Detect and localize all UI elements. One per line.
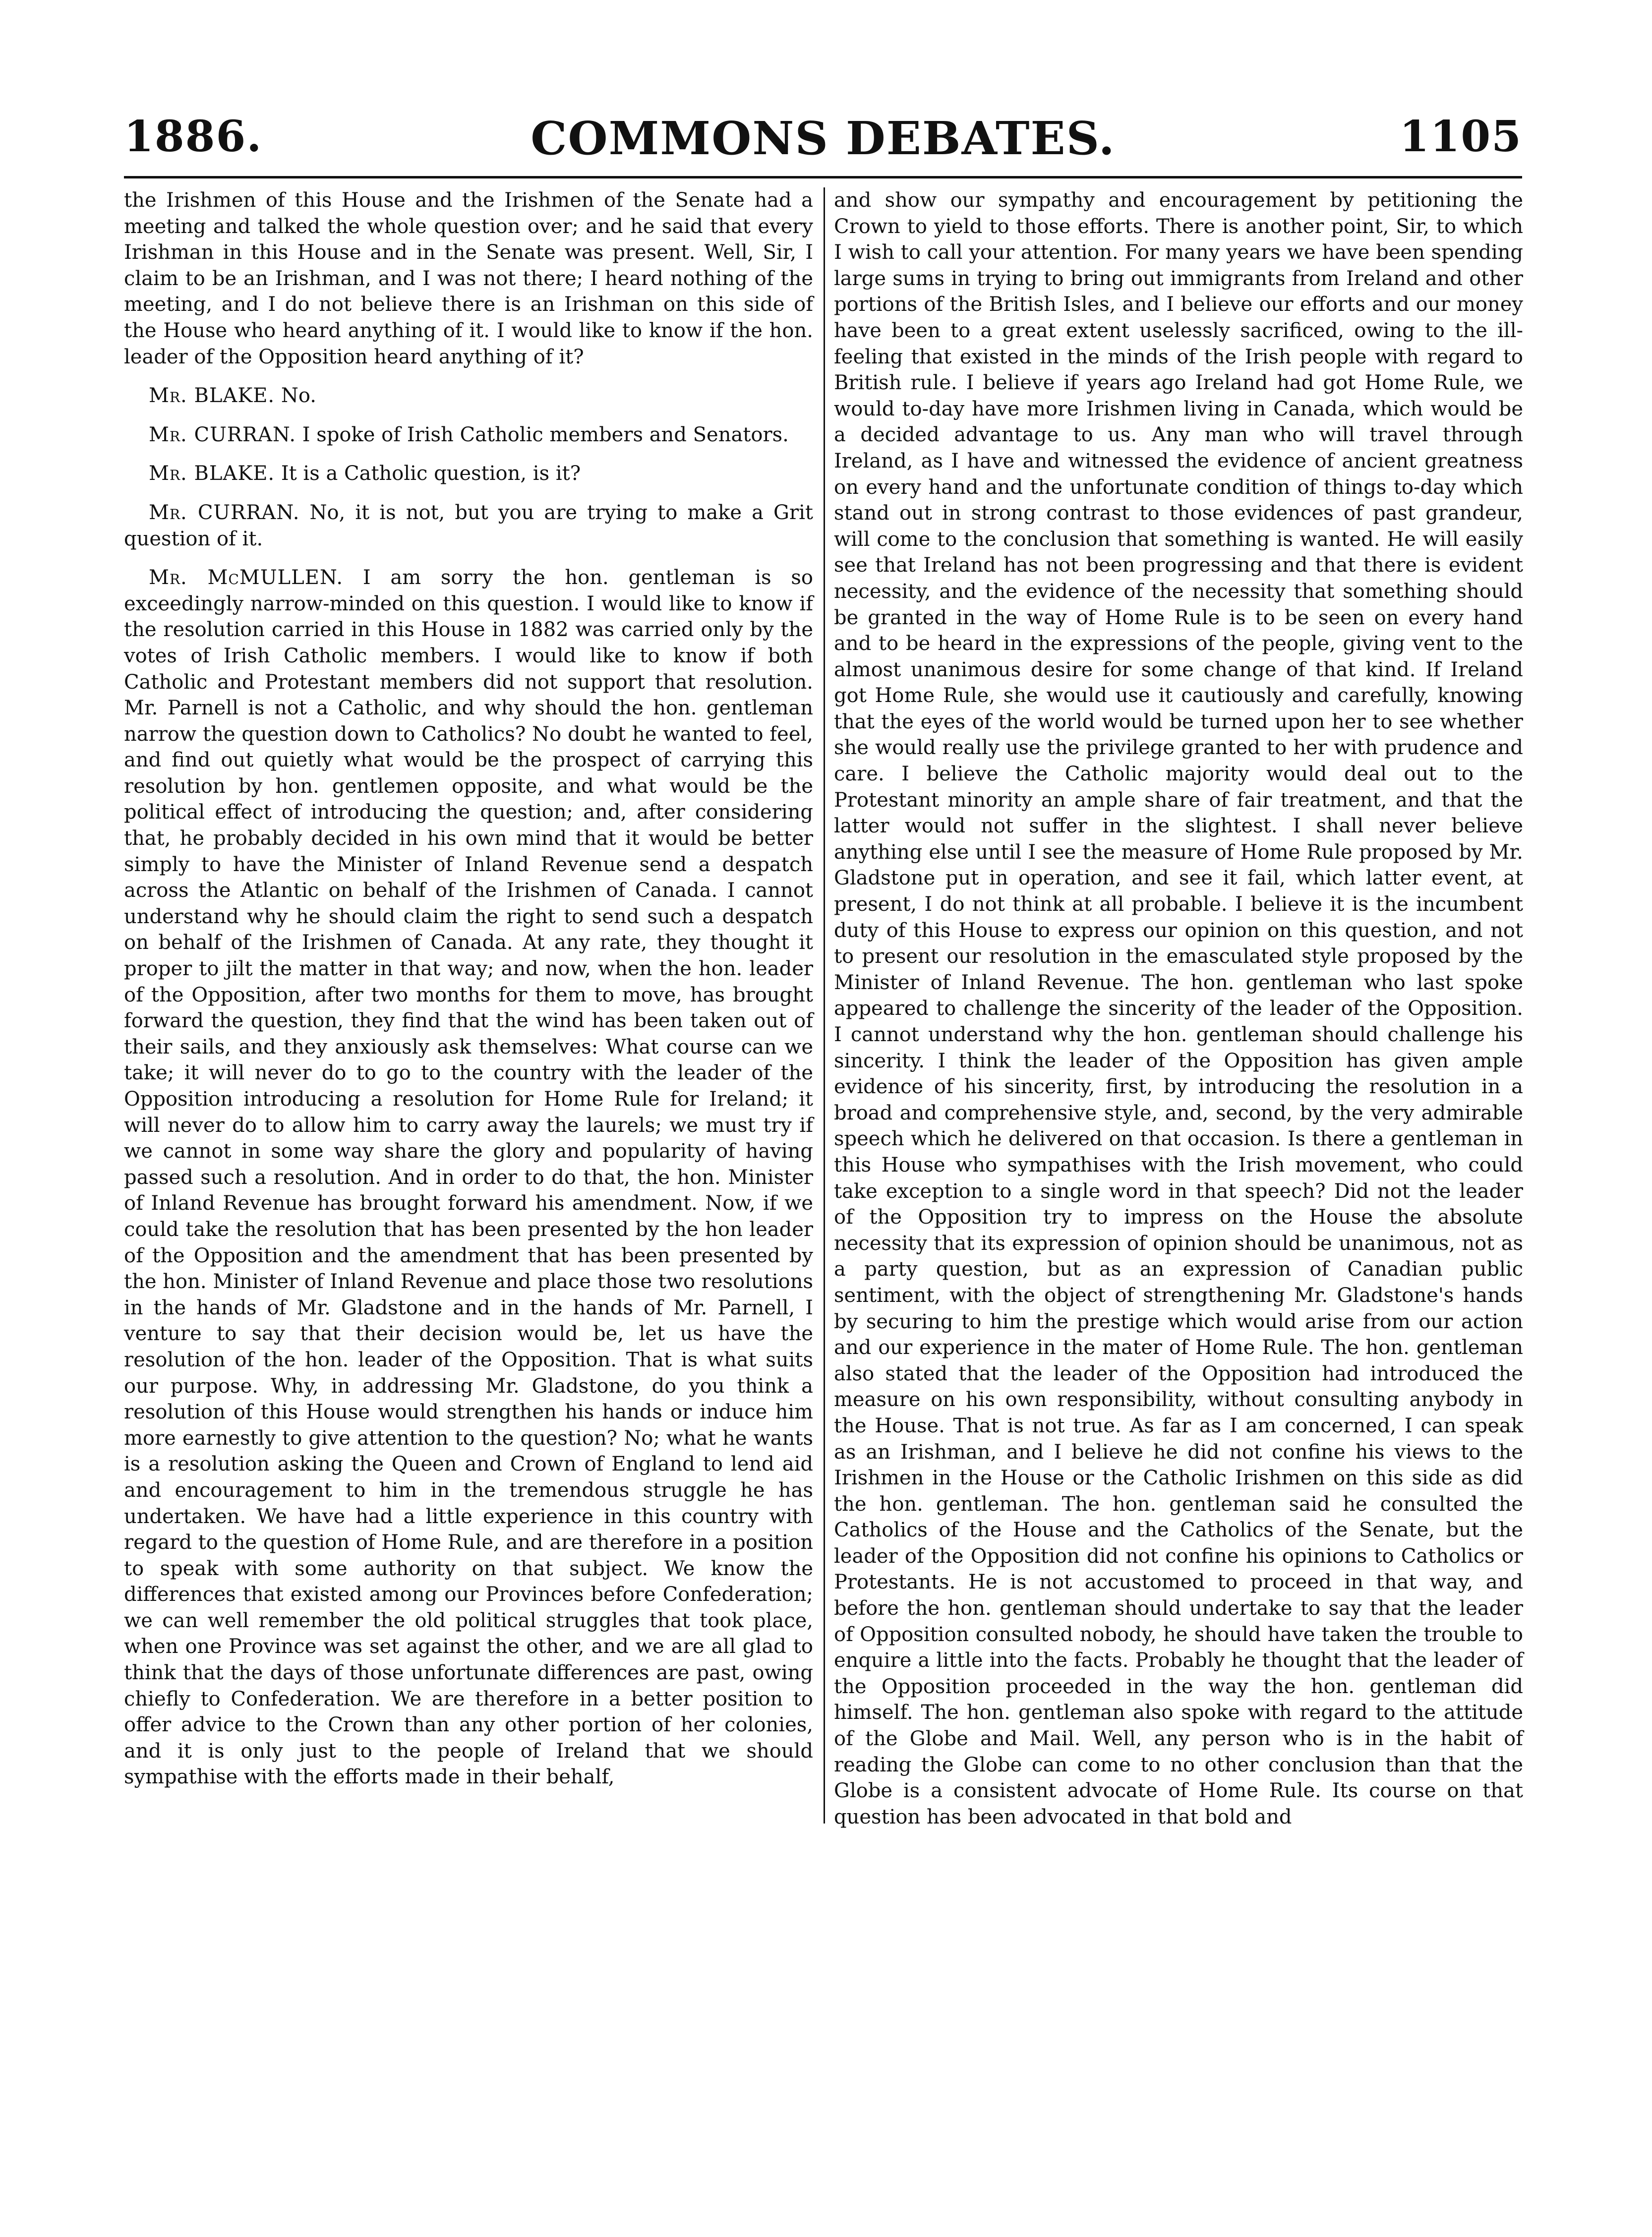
speaker-name: Mr. BLAKE.: [149, 384, 275, 408]
speech-text: No.: [281, 384, 316, 408]
speaker-name: Mr. CURRAN.: [149, 501, 300, 524]
speech-paragraph: [124, 422, 813, 448]
header-title: COMMONS DEBATES.: [531, 112, 1116, 165]
paragraph-continued: [834, 187, 1523, 1830]
speech-text: I am sorry the hon. gentleman is so exceedingly narrow-minded on this question. I would like to know if the resolution carried in this House in 1882 was carried only by the votes of Irish Catholic members. I would like to know if both Catholic and Protestant members did not support that resolution. Mr. Parnell is not a Catholic, and why should the hon. gentleman narrow the question down to Catholics? No doubt he wanted to feel, and find out quietly what would be the prospect of carrying this resolution by hon. gentlemen opposite, and what would be the political effect of introducing the question; and, after considering that, he probably decided in his own mind that it would be better simply to have the Minister of Inland Revenue send a despatch across the Atlantic on behalf of the Irishmen of Canada. I cannot understand why he should claim the right to send such a despatch on behalf of the Irishmen of Canada. At any rate, they thought it proper to jilt the matter in that way; and now, when the hon. leader of the Opposition, after two months for them to move, has brought forward the question, they find that the wind has been taken out of their sails, and they anxiously ask themselves: What course can we take; it will never do to go to the country with the leader of the Opposition introducing a resolution for Home Rule for Ireland; it will never do to allow him to carry away the laurels; we must try if we cannot in some way share the glory and popularity of having passed such a resolution. And in order to do that, the hon. Minister of Inland Revenue has brought forward his amendment. Now, if we could take the resolution that has been presented by the hon leader of the Opposition and the amendment that has been presented by the hon. Minister of Inland Revenue and place those two resolutions in the hands of Mr. Gladstone and in the hands of Mr. Parnell, I venture to say that their decision would be, let us have the resolution of the hon. leader of the Opposition. That is what suits our purpose. Why, in addressing Mr. Gladstone, do you think a resolution of this House would strengthen his hands or induce him more earnestly to give attention to the question? No; what he wants is a resolution asking the Queen and Crown of England to lend aid and encouragement to him in the tremendous struggle he has undertaken. We have had a little experience in this country with regard to the question of Home Rule, and are therefore in a position to speak with some authority on that subject. We know the differences that existed among our Provinces before Confederation; we can well remember the old political struggles that took place, when one Province was set against the other, and we are all glad to think that the days of those unfortunate differences are past, owing chiefly to Confederation. We are therefore in a better position to offer advice to the Crown than any other portion of her colonies, and it is only just to the people of Ireland that we should sympathise with the efforts made in their behalf,: [124, 566, 814, 1789]
column-separator: [824, 187, 825, 1824]
speaker-name: Mr. CURRAN.: [149, 423, 296, 446]
paragraph-text: the Irishmen of this House and the Irishmen of the Senate had a meeting and talked the whole question over; and he said that every Irishman in this House and in the Senate was present. Well, Sir, I claim to be an Irishman, and I was not there; I heard nothing of the meeting, and I do not believe there is an Irishman on this side of the House who heard anything of it. I would like to know if the hon. leader of the Opposition heard anything of it?: [124, 189, 813, 368]
page-header: [124, 112, 1522, 176]
speaker-name: Mr. BLAKE.: [149, 462, 275, 485]
speech-paragraph: [124, 500, 813, 552]
header-page-number: 1105: [1399, 112, 1522, 162]
paragraph-continued: [124, 187, 813, 370]
right-column: [834, 187, 1523, 1830]
speaker-name: Mr. McMULLEN.: [149, 566, 344, 589]
header-year: 1886.: [124, 112, 263, 162]
speech-text: It is a Catholic question, is it?: [281, 462, 581, 485]
speech-paragraph: [124, 565, 813, 1790]
speech-paragraph: [124, 383, 813, 409]
speech-text: I spoke of Irish Catholic members and Senators.: [302, 423, 789, 446]
left-column: [124, 187, 813, 1790]
paragraph-text: and show our sympathy and encouragement by petitioning the Crown to yield to those efforts. There is another point, Sir, to which I wish to call your attention. For many years we have been spending large sums in trying to bring out immigrants from Ireland and other portions of the British Isles, and I believe our efforts and our money have been to a great extent uselessly sacrificed, owing to the ill-feeling that existed in the minds of the Irish people with regard to British rule. I believe if years ago Ireland had got Home Rule, we would to-day have more Irishmen living in Canada, which would be a decided advantage to us. Any man who will travel through Ireland, as I have and witnessed the evidence of ancient greatness on every hand and the unfortunate condition of things to-day which stand out in strong contrast to those evidences of past grandeur, will come to the conclusion that something is wanted. He will easily see that Ireland has not been progressing and that there is evident necessity, and the evidence of the necessity that something should be granted in the way of Home Rule is to be seen on every hand and to be heard in the expressions of the people, giving vent to the almost unanimous desire for some change of that kind. If Ireland got Home Rule, she would use it cautiously and carefully, knowing that the eyes of the world would be turned upon her to see whether she would really use the privilege granted to her with prudence and care. I believe the Catholic majority would deal out to the Protestant minority an ample share of fair treatment, and that the latter would not suffer in the slightest. I shall never believe anything else until I see the measure of Home Rule proposed by Mr. Gladstone put in operation, and see it fail, which latter event, at present, I do not think at all probable. I believe it is the incumbent duty of this House to express our opinion on this question, and not to present our resolution in the emasculated style proposed by the Minister of Inland Revenue. The hon. gentleman who last spoke appeared to challenge the sincerity of the leader of the Opposition. I cannot understand why the hon. gentleman should challenge his sincerity. I think the leader of the Opposition has given ample evidence of his sincerity, first, by introducing the resolution in a broad and comprehensive style, and, second, by the very admirable speech which he delivered on that occasion. Is there a gentleman in this House who sympathises with the Irish movement, who could take exception to a single word in that speech? Did not the leader of the Opposition try to impress on the House the absolute necessity that its expression of opinion should be unanimous, not as a party question, but as an expression of Canadian public sentiment, with the object of strengthening Mr. Gladstone's hands by securing to him the prestige which would arise from our action and our experience in the mater of Home Rule. The hon. gentleman also stated that the leader of the Opposition had introduced the measure on his own responsibility, without consulting anybody in the House. That is not true. As far as I am concerned, I can speak as an Irishman, and I believe he did not confine his views to the Irishmen in the House or the Catholic Irishmen on this side as did the hon. gentleman. The hon. gentleman said he consulted the Catholics of the House and the Catholics of the Senate, but the leader of the Opposition did not confine his opinions to Catholics or Protestants. He is not accustomed to proceed in that way, and before the hon. gentleman should undertake to say that the leader of Opposition consulted nobody, he should have taken the trouble to enquire a little into the facts. Probably he thought that the leader of the Opposition proceeded in the way the hon. gentleman did himself. The hon. gentleman also spoke with regard to the attitude of the Globe and Mail. Well, any person who is in the habit of reading the Globe can come to no other conclusion than that the Globe is a consistent advocate of Home Rule. Its course on that question has been advocated in that bold and: [834, 189, 1523, 1828]
header-rule: [124, 176, 1522, 178]
speech-paragraph: [124, 461, 813, 487]
speech-text: No, it is not, but you are trying to make a Grit question of it.: [124, 501, 814, 550]
